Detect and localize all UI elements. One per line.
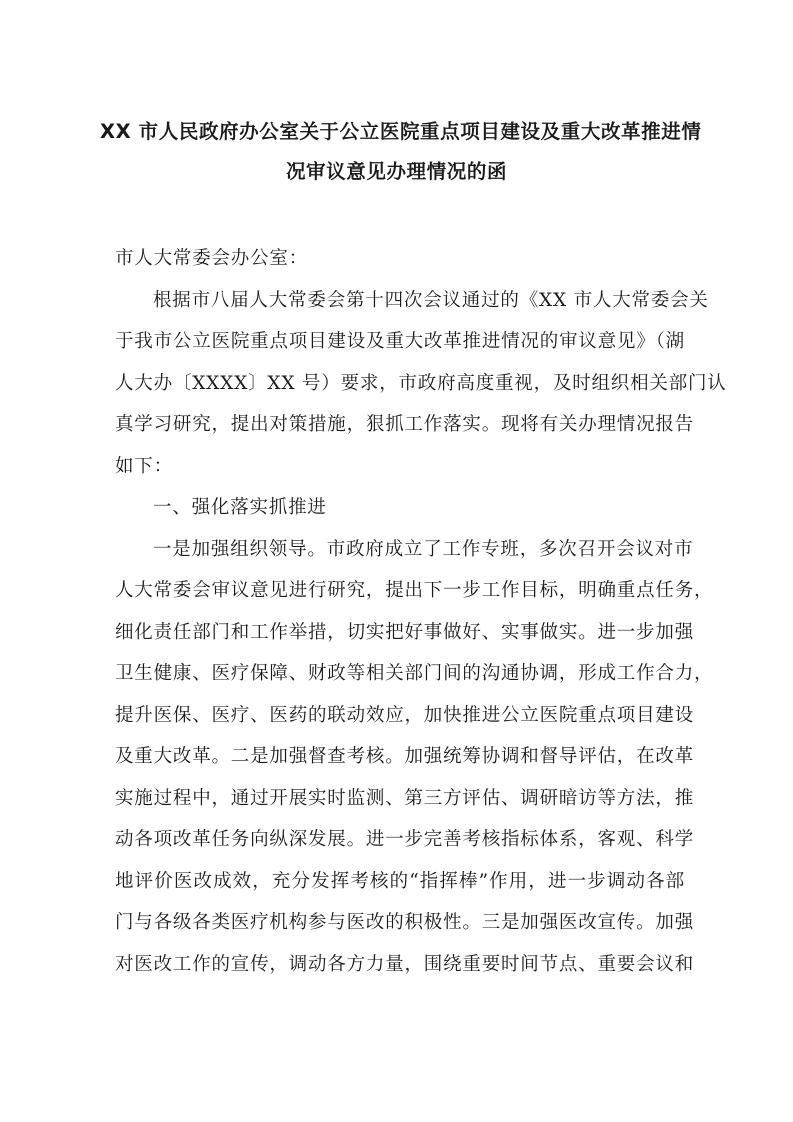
paragraph-line: 提升医保、医疗、医药的联动效应，加快推进公立医院重点项目建设 [115, 704, 695, 726]
paragraph-line: 根据市八届人大常委会第十四次会议通过的《XX 市人大常委会关 [153, 289, 709, 311]
paragraph-line: 动各项改革任务向纵深发展。进一步完善考核指标体系，客观、科学 [115, 829, 695, 850]
document-title [100, 112, 702, 192]
paragraph-line: 地评价医改成效，充分发挥考核的“指挥棒”作用，进一步调动各部 [115, 870, 685, 892]
paragraph-line: 细化责任部门和工作举措，切实把好事做好、实事做实。进一步加强 [115, 621, 695, 643]
paragraph-line: 人大常委会审议意见进行研究，提出下一步工作目标，明确重点任务， [115, 580, 714, 601]
intro-paragraph [115, 280, 727, 488]
paragraph-line: 人大办〔XXXX〕XX 号）要求，市政府高度重视，及时组织相关部门认 [115, 372, 727, 394]
paragraph-line: 真学习研究，提出对策措施，狠抓工作落实。现将有关办理情况报告 [115, 414, 695, 435]
paragraph-line: 对医改工作的宣传，调动各方力量，围绕重要时间节点、重要会议和 [115, 953, 695, 975]
paragraph-line: 实施过程中，通过开展实时监测、第三方评估、调研暗访等方法，推 [115, 787, 695, 809]
paragraph-line: 门与各级各类医疗机构参与医改的积极性。三是加强医改宣传。加强 [115, 912, 695, 933]
title-line-1: XX 市人民政府办公室关于公立医院重点项目建设及重大改革推进情 [100, 120, 702, 143]
paragraph-line: 一是加强组织领导。市政府成立了工作专班，多次召开会议对市 [153, 538, 694, 560]
section-heading: 一、强化落实抓推进 [153, 497, 327, 518]
paragraph-line: 如下： [115, 455, 173, 477]
paragraph-line: 及重大改革。二是加强督查考核。加强统筹协调和督导评估，在改革 [115, 746, 695, 767]
paragraph-line: 卫生健康、医疗保障、财政等相关部门间的沟通协调，形成工作合力， [115, 663, 714, 684]
document-body [115, 238, 727, 985]
title-line-2: 况审议意见办理情况的函 [285, 160, 508, 183]
paragraph-line: 于我市公立医院重点项目建设及重大改革推进情况的审议意见》（湖 [115, 331, 685, 352]
main-paragraph [115, 529, 714, 986]
salutation: 市人大常委会办公室： [115, 248, 309, 269]
